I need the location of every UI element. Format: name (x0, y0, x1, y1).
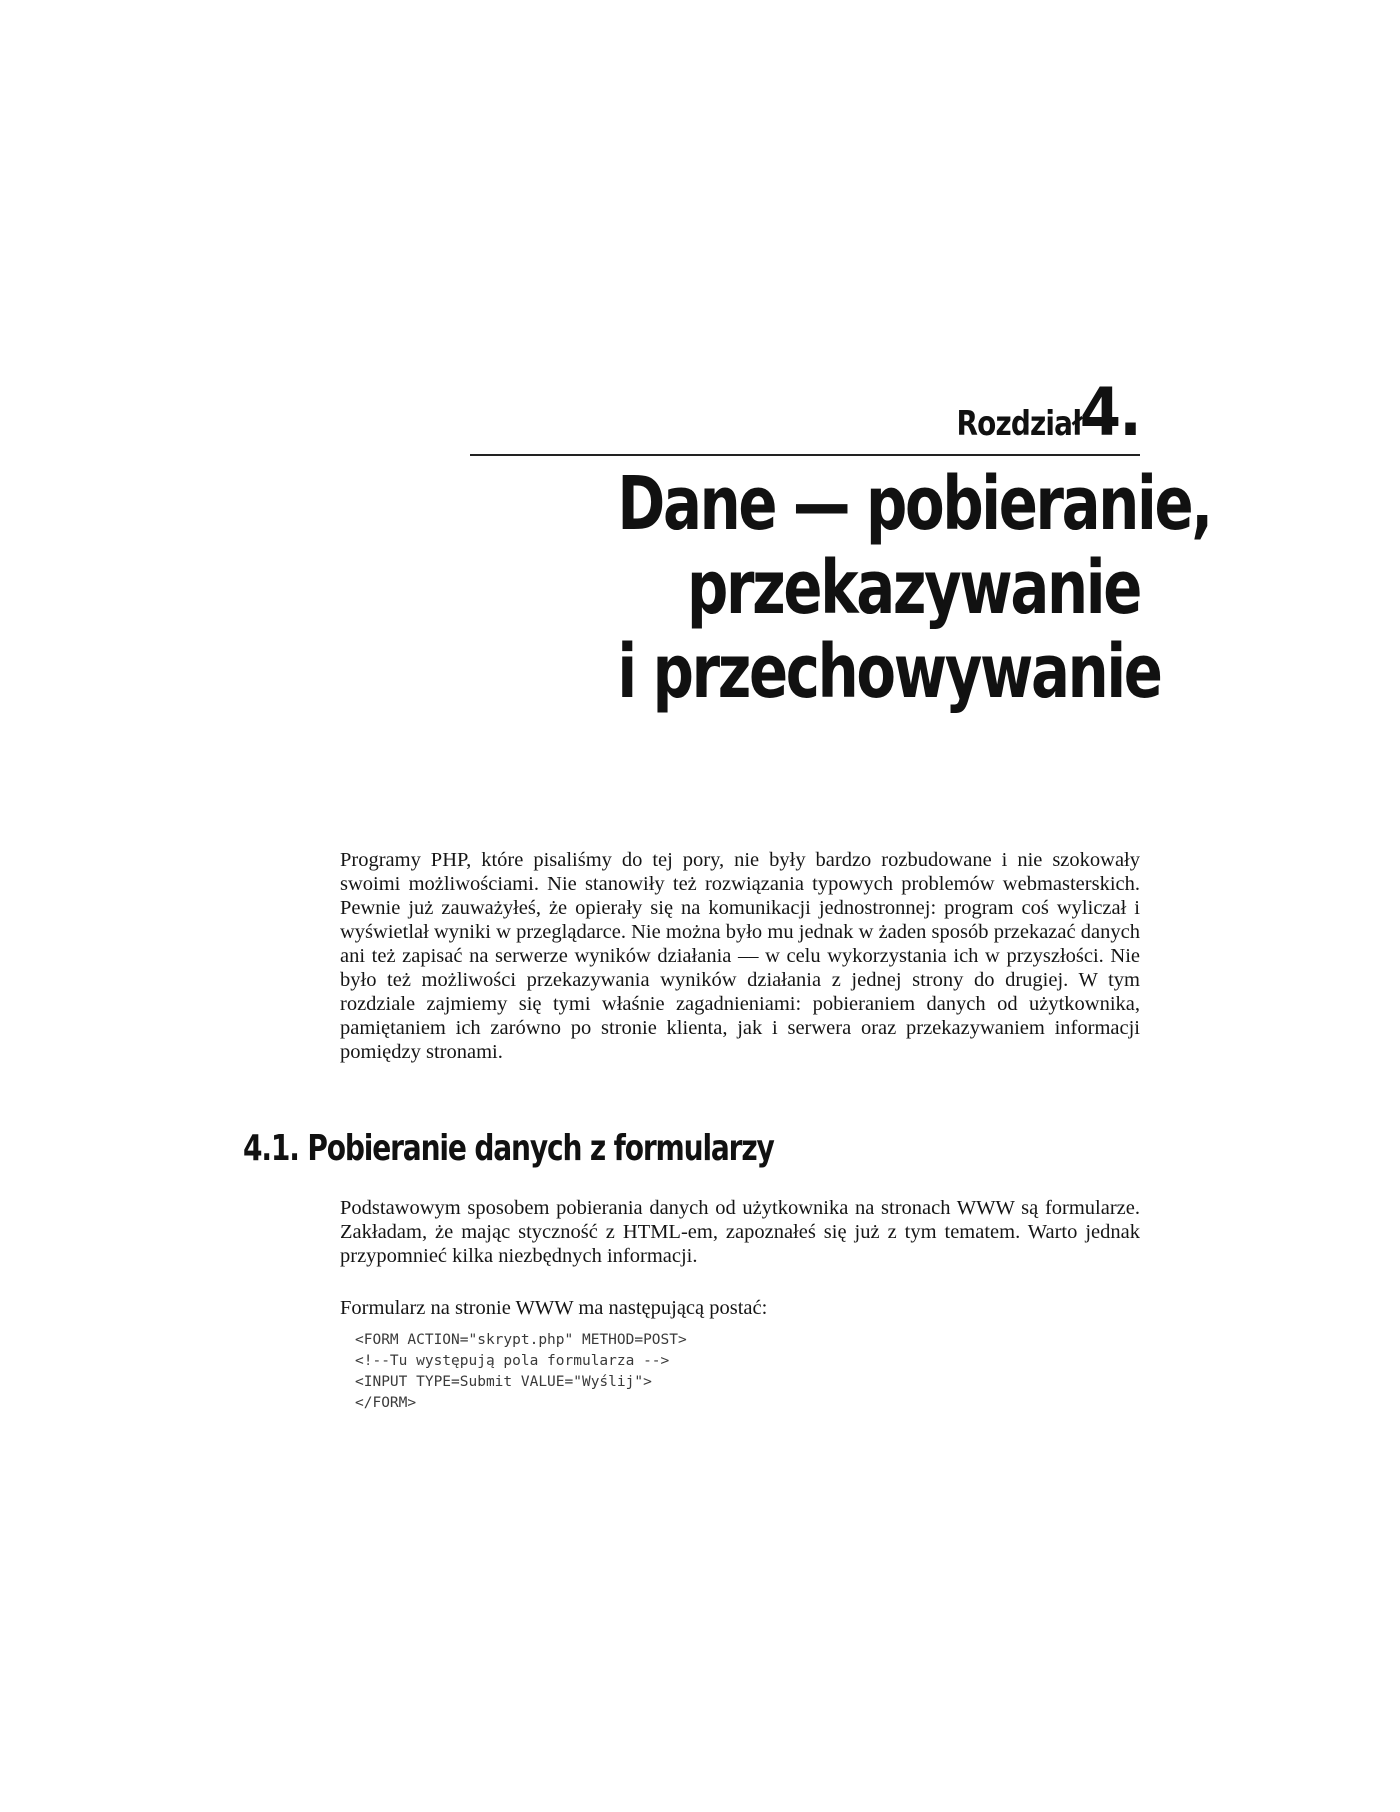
chapter-label: Rozdział (956, 404, 1082, 444)
code-listing (355, 1330, 687, 1414)
code-line: </FORM> (355, 1395, 417, 1411)
chapter-title-line: i przechowywanie (617, 629, 1161, 715)
section-heading: 4.1. Pobieranie danych z formularzy (243, 1128, 774, 1169)
code-line: <FORM ACTION="skrypt.php" METHOD=POST> (355, 1332, 687, 1348)
intro-paragraph: Programy PHP, które pisaliśmy do tej pory, nie były bardzo rozbudowane i nie szokowały swoimi możliwościami. Nie stanowiły też rozwiązania typowych problemów webmasterskich. Pewnie już zauważyłeś, że opierały się na komunikacji jednostronnej: program coś wyliczał i wyświetlał wyniki w przeglądarce. Nie można było mu jednak w żaden sposób przekazać danych ani też zapisać na serwerze wyników działania –– w celu wykorzystania ich w przyszłości. Nie było też możliwości przekazywania wyników działania z jednej strony do drugiej. W tym rozdziale zajmiemy się tymi właśnie zagadnieniami: pobieraniem danych od użytkownika, pamiętaniem ich zarówno po stronie klienta, jak i serwera oraz przekazywaniem informacji pomiędzy stronami. (340, 849, 1140, 1063)
code-line: <!--Tu występują pola formularza --> (355, 1353, 670, 1369)
code-line: <INPUT TYPE=Submit VALUE="Wyślij"> (355, 1374, 652, 1390)
section-lead-in: Formularz na stronie WWW ma następującą postać: (340, 1297, 768, 1319)
chapter-title-line: przekazywanie (687, 545, 1140, 631)
chapter-header (470, 374, 1211, 715)
chapter-rule (470, 454, 1140, 456)
section-paragraph: Podstawowym sposobem pobierania danych od użytkownika na stronach WWW są formularze. Zakładam, że mając styczność z HTML-em, zapoznałeś się już z tym tematem. Warto jednak przypomnieć kilka niezbędnych informacji. (340, 1197, 1140, 1267)
chapter-title-line: Dane — pobieranie, (617, 461, 1211, 547)
chapter-label-row (470, 374, 1140, 451)
chapter-title (470, 461, 1211, 715)
chapter-number: 4. (1079, 374, 1140, 451)
